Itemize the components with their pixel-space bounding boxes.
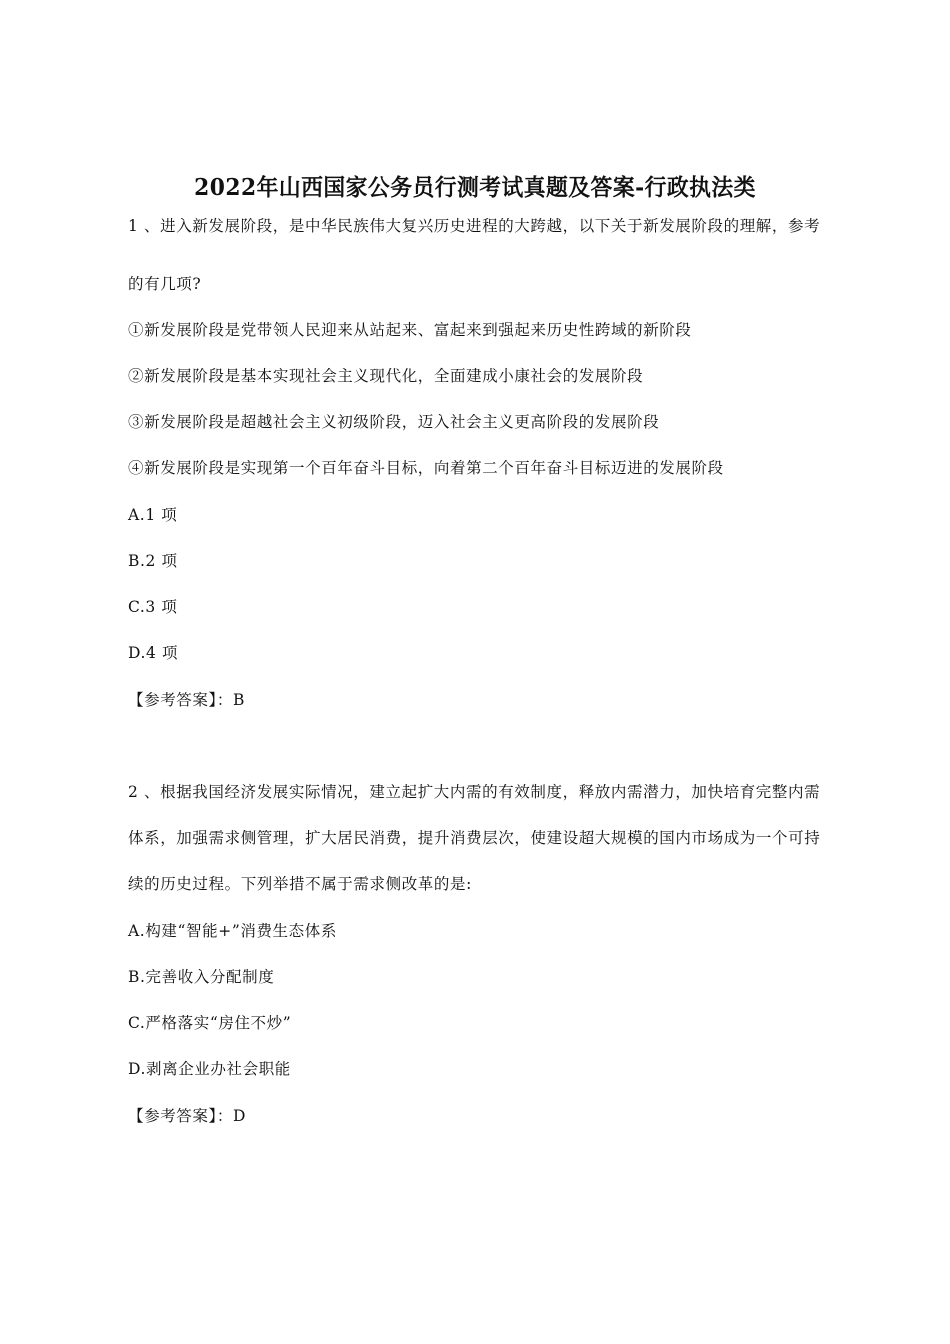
q1-statement-2: ②新发展阶段是基本实现社会主义现代化，全面建成小康社会的发展阶段 bbox=[128, 367, 644, 385]
q2-option-d: D.剥离企业办社会职能 bbox=[128, 1060, 291, 1078]
q1-option-c: C.3 项 bbox=[128, 598, 178, 616]
q1-stem-line-1: 1 、进入新发展阶段，是中华民族伟大复兴历史进程的大跨越，以下关于新发展阶段的理解，参考 bbox=[128, 217, 821, 235]
q1-option-b: B.2 项 bbox=[128, 552, 178, 570]
q1-statement-3: ③新发展阶段是超越社会主义初级阶段，迈入社会主义更高阶段的发展阶段 bbox=[128, 413, 660, 431]
q2-stem-line-3: 续的历史过程。下列举措不属于需求侧改革的是: bbox=[128, 875, 472, 893]
q1-option-a: A.1 项 bbox=[128, 506, 178, 524]
q2-option-a: A.构建“智能+”消费生态体系 bbox=[128, 922, 337, 940]
q1-answer: 【参考答案】：B bbox=[128, 691, 245, 709]
q2-stem-line-1: 2 、根据我国经济发展实际情况，建立起扩大内需的有效制度，释放内需潜力，加快培育完整内需 bbox=[128, 783, 821, 801]
q2-option-c: C.严格落实“房住不炒” bbox=[128, 1014, 292, 1032]
q1-statement-4: ④新发展阶段是实现第一个百年奋斗目标，向着第二个百年奋斗目标迈进的发展阶段 bbox=[128, 459, 724, 477]
q1-option-d: D.4 项 bbox=[128, 644, 179, 662]
q2-answer: 【参考答案】：D bbox=[128, 1107, 246, 1125]
q1-stem-line-2: 的有几项? bbox=[128, 275, 202, 293]
q2-option-b: B.完善收入分配制度 bbox=[128, 968, 275, 986]
q2-stem-line-2: 体系，加强需求侧管理，扩大居民消费，提升消费层次，使建设超大规模的国内市场成为一个可持 bbox=[128, 829, 821, 847]
document-title: 2022年山西国家公务员行测考试真题及答案-行政执法类 bbox=[194, 174, 756, 201]
q1-statement-1: ①新发展阶段是党带领人民迎来从站起来、富起来到强起来历史性跨域的新阶段 bbox=[128, 321, 692, 339]
